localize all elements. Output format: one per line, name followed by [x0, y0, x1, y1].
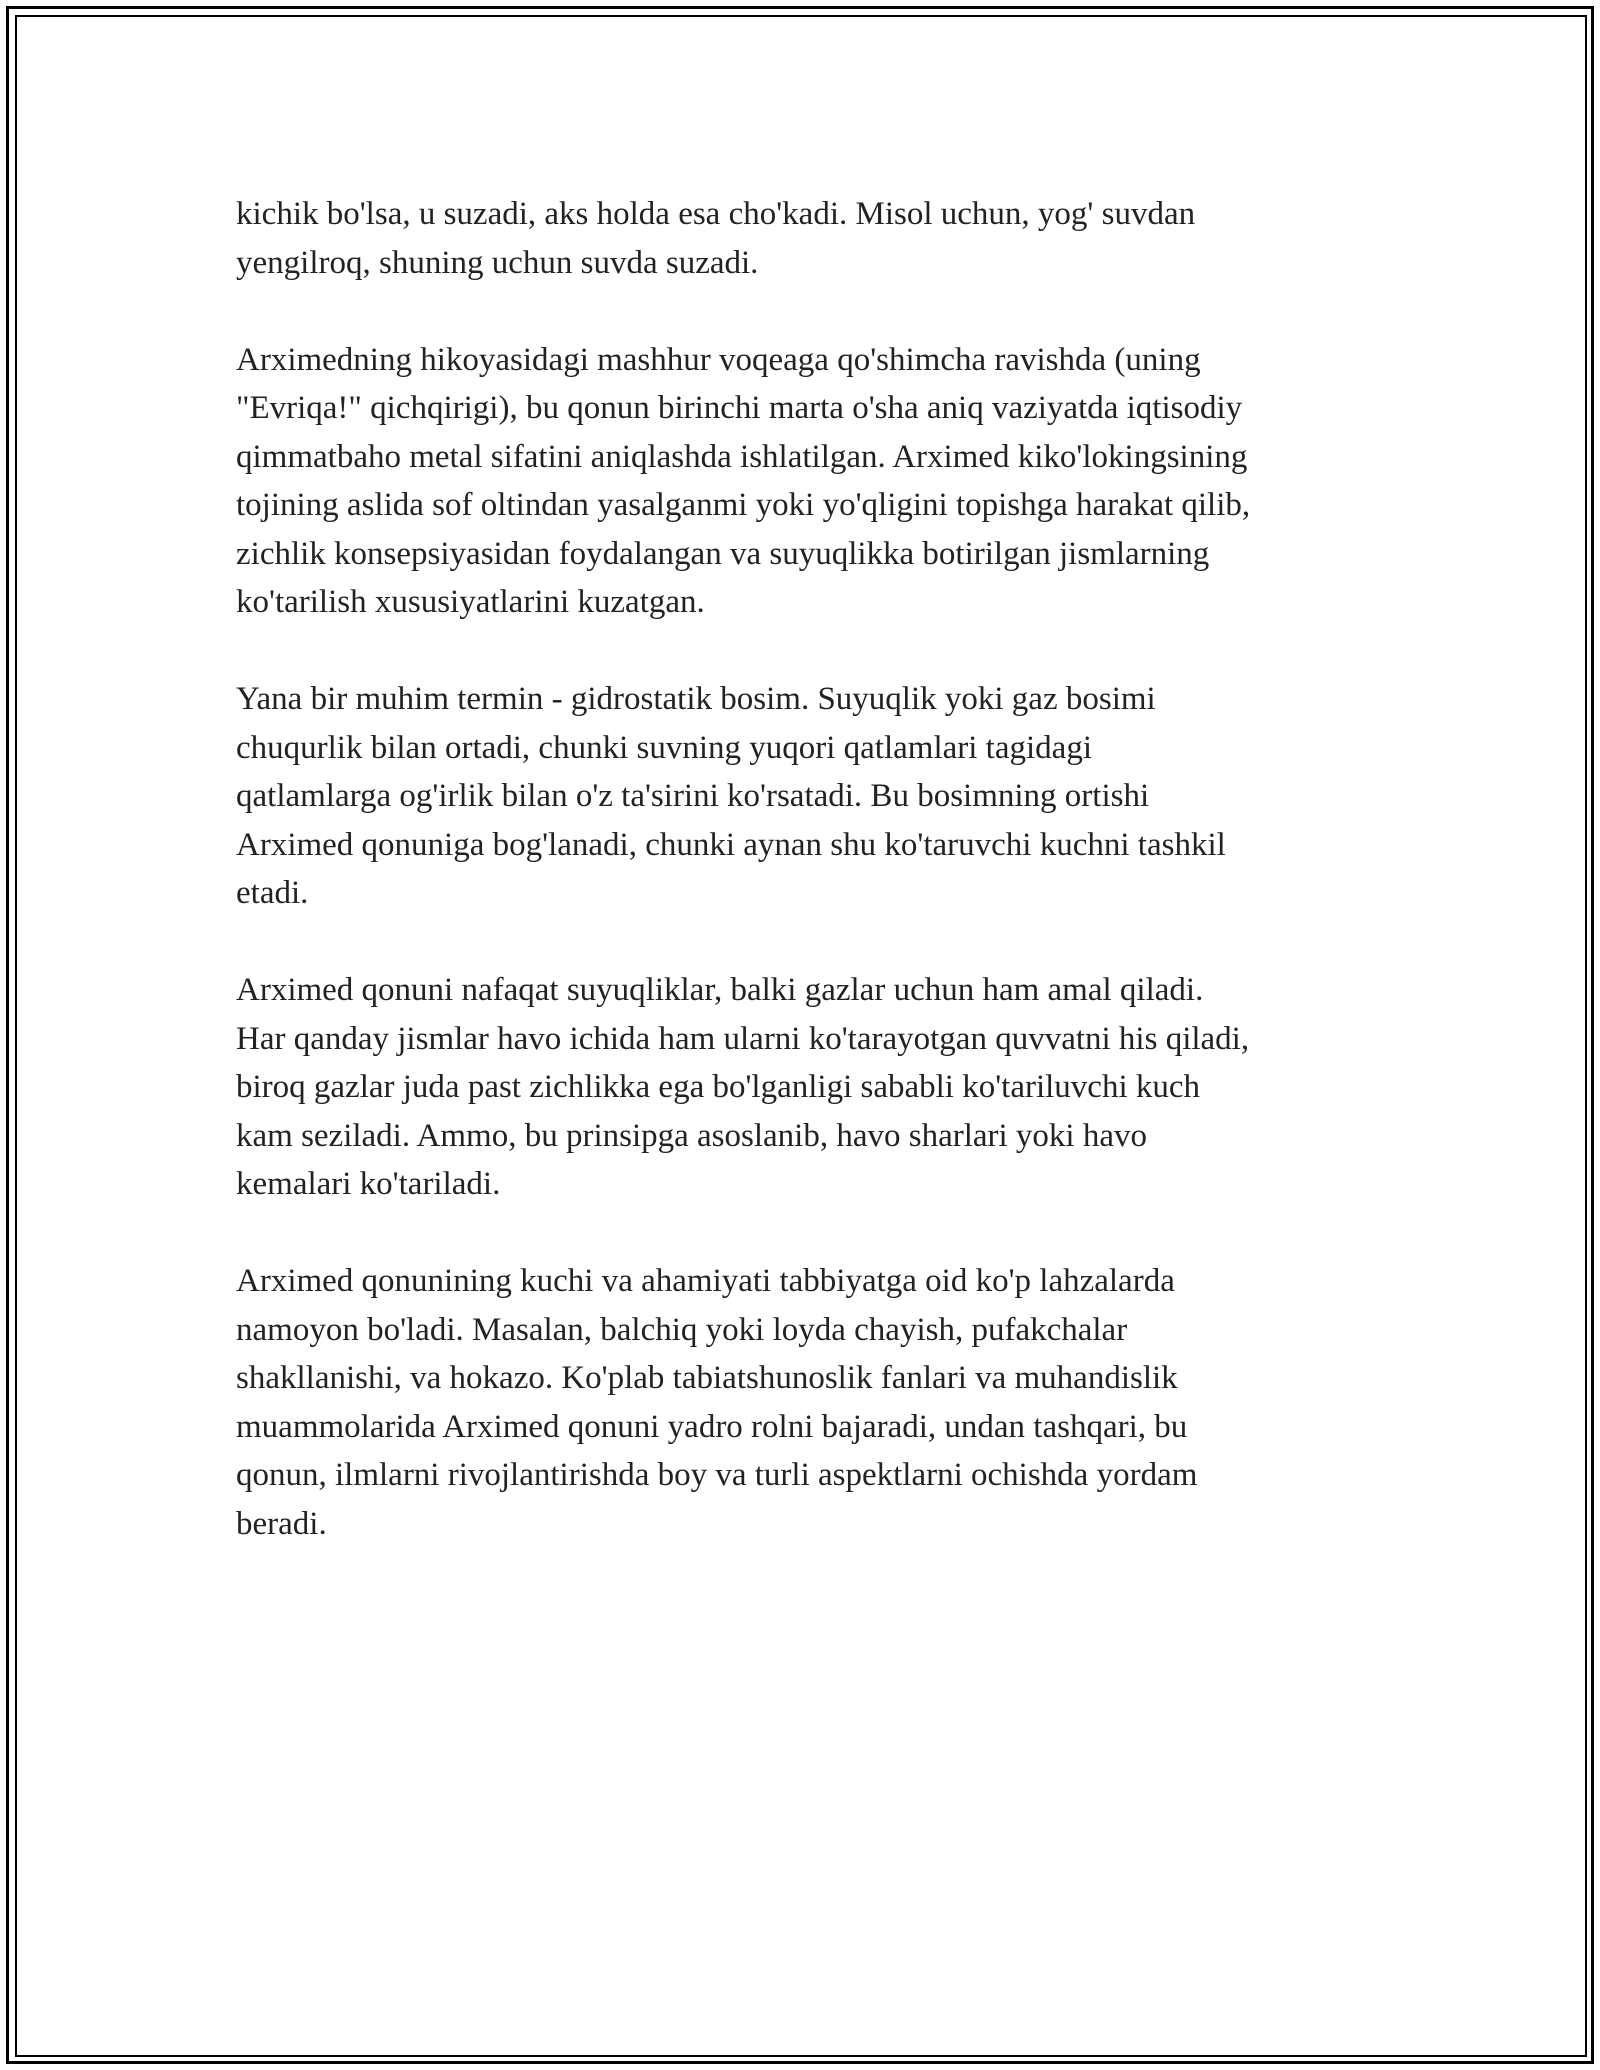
text-line: biroq gazlar juda past zichlikka ega bo'lganligi sababli ko'tariluvchi kuch — [236, 1069, 1201, 1105]
text-line: shakllanishi, va hokazo. Ko'plab tabiatshunoslik fanlari va muhandislik — [236, 1360, 1178, 1396]
text-line: etadi. — [236, 875, 309, 911]
text-line: "Evriqa!" qichqirigi), bu qonun birinchi marta o'sha aniq vaziyatda iqtisodiy — [236, 390, 1243, 426]
text-line: kam seziladi. Ammo, bu prinsipga asoslanib, havo sharlari yoki havo — [236, 1117, 1147, 1154]
text-line: Yana bir muhim termin - gidrostatik bosim. Suyuqlik yoki gaz bosimi — [236, 681, 1156, 717]
paragraph-1 — [236, 190, 1366, 287]
paragraph-2 — [236, 336, 1366, 627]
paragraph-5 — [236, 1257, 1366, 1548]
text-line: Arximed qonunining kuchi va ahamiyati tabbiyatga oid ko'p lahzalarda — [236, 1263, 1175, 1299]
document-body — [236, 190, 1366, 1548]
text-line: Arximed qonuni nafaqat suyuqliklar, balki gazlar uchun ham amal qiladi. — [236, 972, 1204, 1008]
paragraph-4 — [236, 966, 1366, 1209]
text-line: zichlik konsepsiyasidan foydalangan va suyuqlikka botirilgan jismlarning — [236, 535, 1210, 572]
paragraph-3 — [236, 675, 1366, 918]
text-line: beradi. — [236, 1505, 327, 1542]
text-line: namoyon bo'ladi. Masalan, balchiq yoki loyda chayish, pufakchalar — [236, 1311, 1128, 1348]
text-line: kichik bo'lsa, u suzadi, aks holda esa cho'kadi. Misol uchun, yog' suvdan — [236, 196, 1196, 232]
text-line: Arximed qonuniga bog'lanadi, chunki aynan shu ko'taruvchi kuchni tashkil — [236, 826, 1226, 863]
text-line: qimmatbaho metal sifatini aniqlashda ishlatilgan. Arximed kiko'lokingsining — [236, 438, 1248, 475]
text-line: yengilroq, shuning uchun suvda suzadi. — [236, 244, 759, 281]
text-line: tojining aslida sof oltindan yasalganmi yoki yo'qligini topishga harakat qilib, — [236, 487, 1251, 523]
text-line: ko'tarilish xususiyatlarini kuzatgan. — [236, 584, 705, 620]
text-line: qatlamlarga og'irlik bilan o'z ta'sirini ko'rsatadi. Bu bosimning ortishi — [236, 778, 1150, 814]
text-line: qonun, ilmlarni rivojlantirishda boy va turli aspektlarni ochishda yordam — [236, 1457, 1198, 1493]
text-line: kemalari ko'tariladi. — [236, 1166, 501, 1202]
text-line: Arximedning hikoyasidagi mashhur voqeaga qo'shimcha ravishda (uning — [236, 341, 1201, 378]
text-line: chuqurlik bilan ortadi, chunki suvning yuqori qatlamlari tagidagi — [236, 729, 1092, 766]
text-line: Har qanday jismlar havo ichida ham ularni ko'tarayotgan quvvatni his qiladi, — [236, 1020, 1250, 1057]
text-line: muammolarida Arximed qonuni yadro rolni bajaradi, undan tashqari, bu — [236, 1408, 1188, 1445]
